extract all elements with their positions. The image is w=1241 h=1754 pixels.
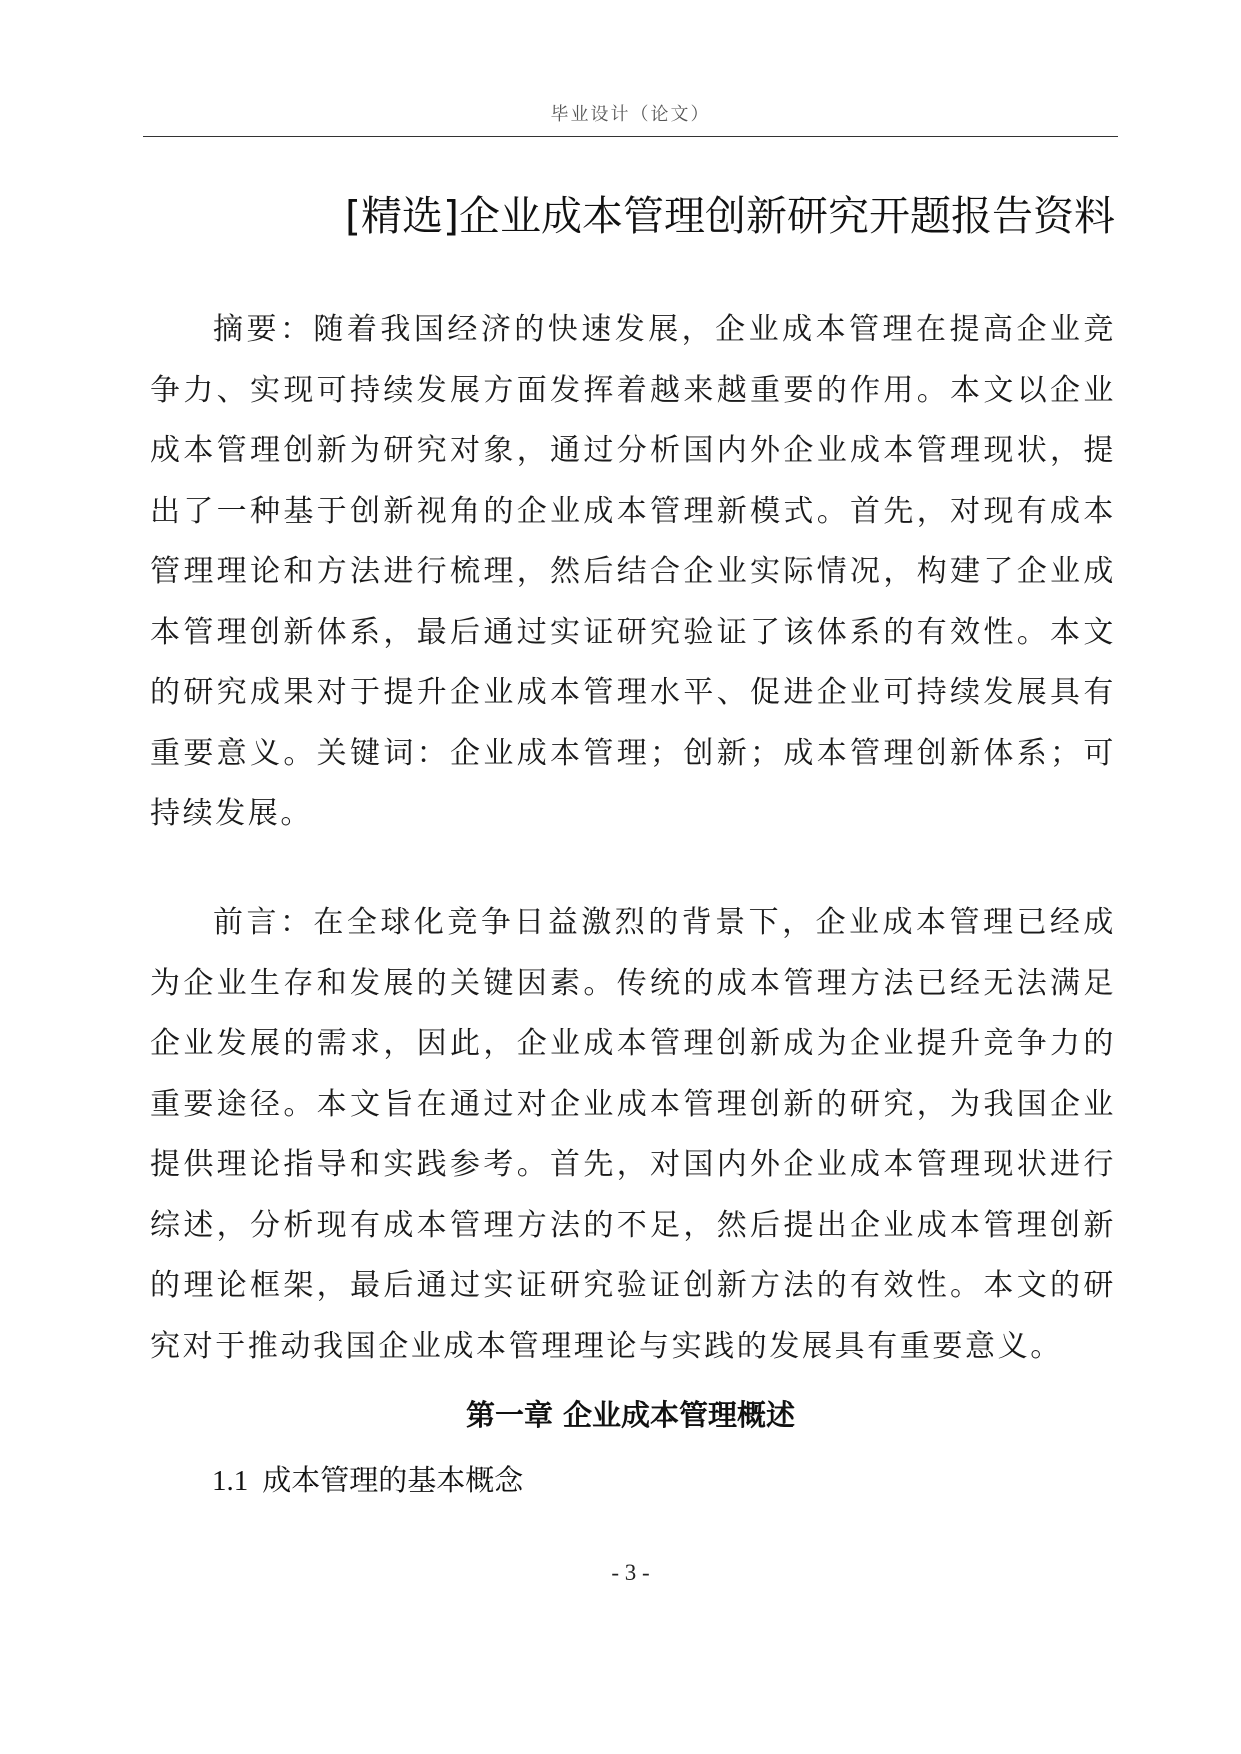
header-divider bbox=[143, 136, 1118, 137]
running-header: 毕业设计（论文） bbox=[550, 104, 711, 125]
page-number: - 3 - bbox=[611, 1560, 650, 1585]
section-heading bbox=[212, 1458, 523, 1503]
section-title: 成本管理的基本概念 bbox=[262, 1463, 524, 1497]
chapter-heading: 第一章 企业成本管理概述 bbox=[465, 1398, 796, 1432]
abstract-paragraph: 摘要：随着我国经济的快速发展，企业成本管理在提高企业竞争力、实现可持续发展方面发挥着越来越重要的作用。本文以企业成本管理创新为研究对象，通过分析国内外企业成本管理现状，提出了一种基于创新视角的企业成本管理新模式。首先，对现有成本管理理论和方法进行梳理，然后结合企业实际情况，构建了企业成本管理创新体系，最后通过实证研究验证了该体系的有效性。本文的研究成果对于提升企业成本管理水平、促进企业可持续发展具有重要意义。关键词：企业成本管理；创新；成本管理创新体系；可持续发展。 bbox=[150, 312, 1116, 831]
section-number: 1.1 bbox=[212, 1465, 249, 1497]
preface-paragraph: 前言：在全球化竞争日益激烈的背景下，企业成本管理已经成为企业生存和发展的关键因素。传统的成本管理方法已经无法满足企业发展的需求，因此，企业成本管理创新成为企业提升竞争力的重要途径。本文旨在通过对企业成本管理创新的研究，为我国企业提供理论指导和实践参考。首先，对国内外企业成本管理现状进行综述，分析现有成本管理方法的不足，然后提出企业成本管理创新的理论框架，最后通过实证研究验证创新方法的有效性。本文的研究对于推动我国企业成本管理理论与实践的发展具有重要意义。 bbox=[150, 905, 1116, 1364]
document-title: [精选]企业成本管理创新研究开题报告资料 bbox=[345, 192, 1115, 240]
